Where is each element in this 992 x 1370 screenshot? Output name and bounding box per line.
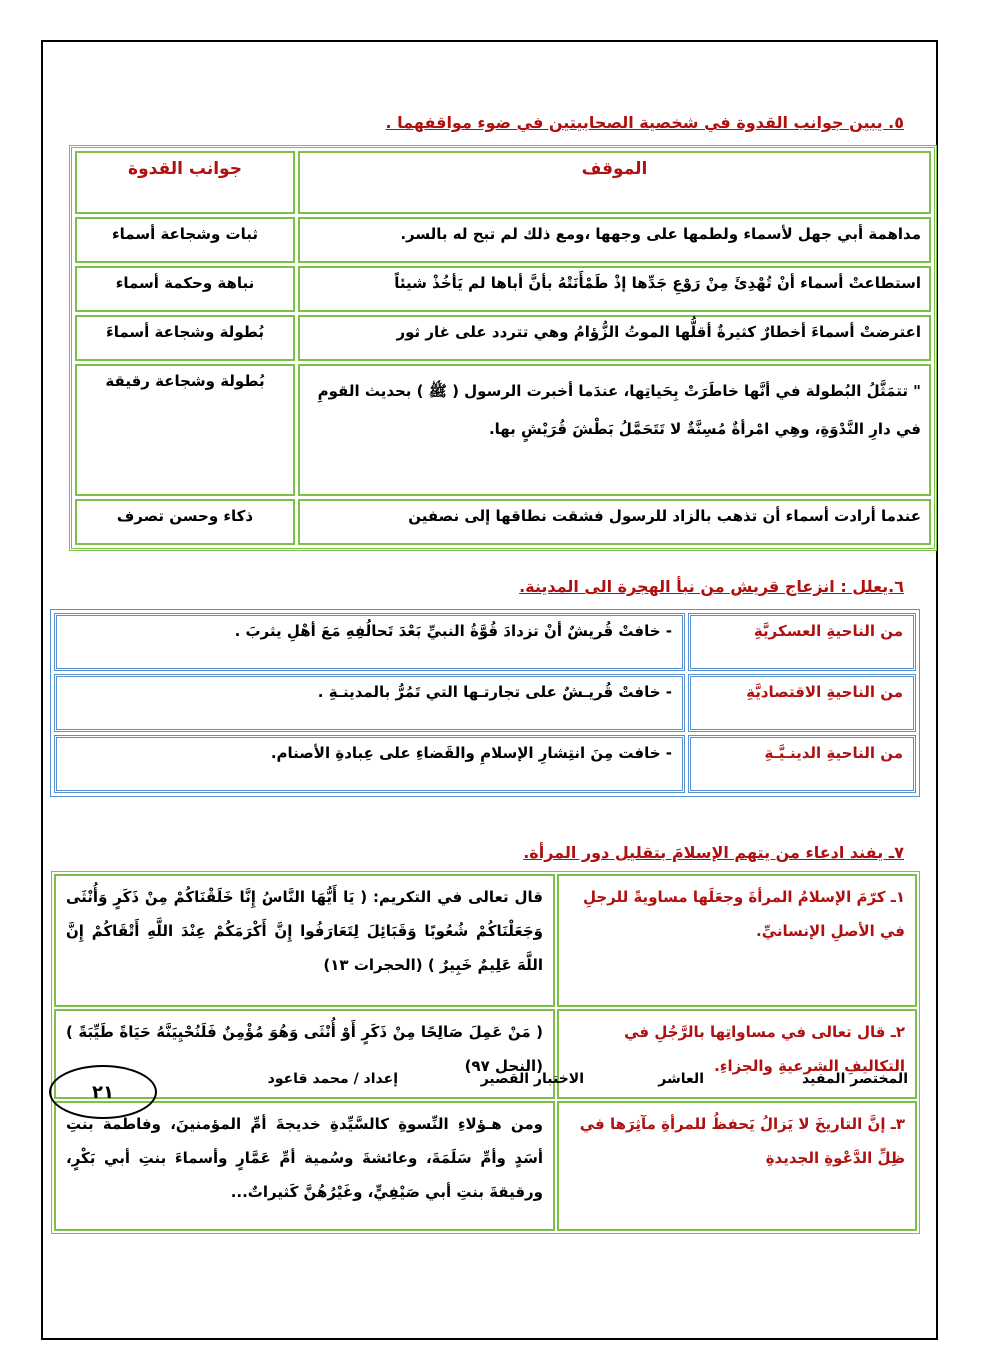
question-5-title: ٥. يبين جوانب القدوة في شخصية الصحابيتين في ضوء مواقفهما . — [385, 113, 904, 132]
q5-row-5-aspect: ذكاء وحسن تصرف — [75, 499, 295, 545]
q5-table — [69, 145, 937, 551]
q5-header-position: الموقف — [298, 151, 931, 214]
q5-row-4-position: " تتمَثَّلُ البُطولة في أنَّها خاطَرَتْ بِحَياتِها، عندَما أخبرت الرسول ( ﷺ ) بحديث القومِ في دارِ النَّدْوَةِ، وهِي امْرأةٌ مُسِنَّةٌ لا تَتَحَمَّلُ بَطْشَ قُرَيْشٍ بها. — [298, 364, 931, 496]
footer-author: إعداد / محمد قاعود — [267, 1071, 398, 1087]
q6-row-1-aspect: من الناحيةِ العسكريَّةِ — [688, 613, 916, 671]
q6-row-3-text: - خافت مِنَ انتِشارِ الإسلامِ والقَضاءِ على عِبادةِ الأصنام. — [54, 735, 685, 793]
q5-row-2-position: استطاعتْ أسماء أنْ تُهْدِئَ مِنْ رَوْعِ جَدِّها إذْ طَمْأَنَتْهُ بأنَّ أباها لم يَأخُذْ شيئاً — [298, 266, 931, 312]
q7-row-1-claim: ١ـ كرّمَ الإسلامُ المرأةَ وجعَلَها مساويةً للرجلِ في الأصلِ الإنسانيِّ. — [557, 874, 917, 1007]
q6-table — [50, 609, 920, 797]
q7-row-3-evidence: ومن هـؤلاءِ النِّسوةِ كالسَّيِّدةِ خديجةَ أمِّ المؤمنينَ، وفاطمة بنتِ أسَدٍ وأمِّ سَلَمَةَ، وعائشةَ وسُمية أمِّ عَمَّارٍ وأسماءَ بنتِ أبي بَكْرٍ، ورقيقةَ بنتِ أبي صَيْفِيٍّ، وغَيْرُهُنَّ كَثيراتٌ... — [54, 1101, 555, 1231]
q6-row-3-aspect: من الناحيةِ الدينـيَّـةِ — [688, 735, 916, 793]
q5-row-4-aspect: بُطولة وشجاعة رقيقة — [75, 364, 295, 496]
footer-test: الاختبار القصير — [480, 1071, 584, 1087]
q6-row-2-aspect: من الناحيةِ الاقتصاديَّةِ — [688, 674, 916, 732]
question-7-title: ٧ـ يفند ادعاء من يتهم الإسلامَ بتقليل دور المرأة. — [523, 843, 904, 862]
q7-row-2-evidence: ( مَنْ عَمِلَ صَالِحًا مِنْ ذَكَرٍ أَوْ أُنْثَى وَهُوَ مُؤْمِنٌ فَلَنُحْيِيَنَّهُ حَيَاةً طَيِّبَةً ) (النحل ٩٧) — [54, 1009, 555, 1099]
q6-row-1-text: - خافتْ قُريشٌ أنْ تزدادَ قُوَّةُ النبيِّ بَعْدَ تَحالُفِهِ مَعَ أهْلِ يثربَ . — [54, 613, 685, 671]
q5-row-1-position: مداهمة أبي جهل لأسماء ولطمها على وجهها ،ومع ذلك لم تبح له بالسر. — [298, 217, 931, 263]
q5-row-3-aspect: بُطولة وشجاعة أسماءَ — [75, 315, 295, 361]
q7-row-2-claim: ٢ـ قال تعالى في مساواتِها بالرَّجُلِ في التكاليفِ الشرعيةِ والجزاءِ. — [557, 1009, 917, 1099]
footer-grade: العاشر — [658, 1071, 704, 1087]
question-6-title: ٦.يعلل : انزعاج قريش من نبأ الهجرة الى المدينة. — [519, 577, 904, 596]
q6-row-2-text: - خافتْ قُريـشٌ على تجارتـها التي تَمُرُّ بالمدينـةِ . — [54, 674, 685, 732]
page-number: ٢١ — [49, 1065, 157, 1119]
q7-row-3-claim: ٣ـ إنَّ التاريخَ لا يَزالُ يَحفظُ للمرأةِ مآثِرَها في ظِلِّ الدَّعْوةِ الجديدةِ — [557, 1101, 917, 1231]
q5-row-2-aspect: نباهة وحكمة أسماء — [75, 266, 295, 312]
q5-row-5-position: عندما أرادت أسماء أن تذهب بالزاد للرسول فشقت نطاقها إلى نصفين — [298, 499, 931, 545]
q5-header-aspects: جوانب القدوة — [75, 151, 295, 214]
footer-book: المختصر المفيد — [802, 1071, 908, 1087]
q5-row-3-position: اعترضتْ أسماءَ أخطارٌ كثيرةٌ أقلُّها الموتُ الزُّؤامُ وهي تتردد على غار ثور — [298, 315, 931, 361]
q5-row-1-aspect: ثبات وشجاعة أسماء — [75, 217, 295, 263]
q7-row-1-evidence: قال تعالى في التكريم: ( يَا أَيُّهَا النَّاسُ إِنَّا خَلَقْنَاكُمْ مِنْ ذَكَرٍ وَأُنْثَى وَجَعَلْنَاكُمْ شُعُوبًا وَقَبَائِلَ لِتَعَارَفُوا إِنَّ أَكْرَمَكُمْ عِنْدَ اللَّهِ أَتْقَاكُمْ إِنَّ اللَّهَ عَلِيمٌ خَبِيرٌ ) (الحجرات ١٣) — [54, 874, 555, 1007]
q7-table — [51, 871, 920, 1234]
